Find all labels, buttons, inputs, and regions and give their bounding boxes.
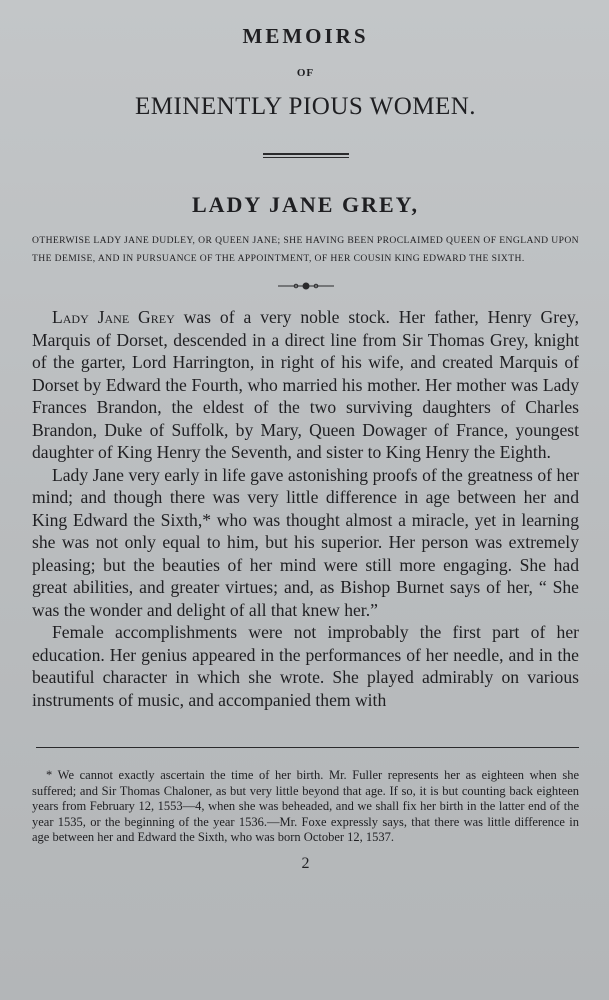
body-text bbox=[32, 306, 579, 711]
paragraph bbox=[32, 306, 579, 464]
paragraph-lead: Lady Jane Grey bbox=[52, 307, 175, 327]
title-divider bbox=[263, 153, 349, 158]
footnote bbox=[32, 768, 579, 846]
running-title-memoirs: MEMOIRS bbox=[242, 24, 369, 48]
footnote-rule bbox=[36, 747, 579, 748]
paragraph-text: was of a very noble stock. Her father, Henry Grey, Marquis of Dorset, descended in a direct line from Sir Thomas Grey, knight of the garter, Lord Harrington, in right of his wife, and created Marquis of Dorset by Edward the Fourth, who married his mother. Her mother was Lady Frances Brandon, the eldest of the two surviving daughters of Charles Brandon, Duke of Suffolk, by Mary, Queen Dowager of France, youngest daughter of King Henry the Seventh, and sister to King Henry the Eighth. bbox=[32, 307, 579, 462]
chapter-subtitle: OTHERWISE LADY JANE DUDLEY, OR QUEEN JANE; SHE HAVING BEEN PROCLAIMED QUEEN OF ENGLAND UPON THE DEMISE, AND IN PURSUANCE OF THE APPOINTMENT, OF HER COUSIN KING EDWARD THE SIXTH. bbox=[32, 235, 579, 264]
ornament-icon bbox=[276, 280, 336, 292]
paragraph: Female accomplishments were not improbably the first part of her education. Her genius appeared in the performances of her needle, and in the beautiful character in which she wrote. She played admirably on various instruments of music, and accompanied them with bbox=[32, 622, 579, 710]
paragraph: Lady Jane very early in life gave astonishing proofs of the greatness of her mind; and though there was very little difference in age between her and King Edward the Sixth,* who was thought almost a miracle, yet in learning she was not only equal to him, but his superior. Her person was extremely pleasing; but the beauties of her mind were still more engaging. She had great abilities, and greater virtues; and, as Bishop Burnet says of her, “ She was the wonder and delight of all that knew her.” bbox=[32, 464, 579, 620]
page-number: 2 bbox=[301, 854, 310, 872]
footnote-text: * We cannot exactly ascertain the time of her birth. Mr. Fuller represents her as eighteen when she suffered; and Sir Thomas Chaloner, as but very little beyond that age. If so, it is but counting back eighteen years from February 12, 1553—4, when she was beheaded, and we shall fix her birth in the latter end of the year 1535, or the beginning of the year 1536.—Mr. Foxe expressly says, that there was little difference in age between her and Edward the Sixth, who was born October 12, 1537. bbox=[32, 768, 579, 844]
running-title-of: OF bbox=[296, 67, 315, 79]
chapter-title: LADY JANE GREY, bbox=[191, 192, 419, 217]
book-title: EMINENTLY PIOUS WOMEN. bbox=[134, 93, 477, 120]
